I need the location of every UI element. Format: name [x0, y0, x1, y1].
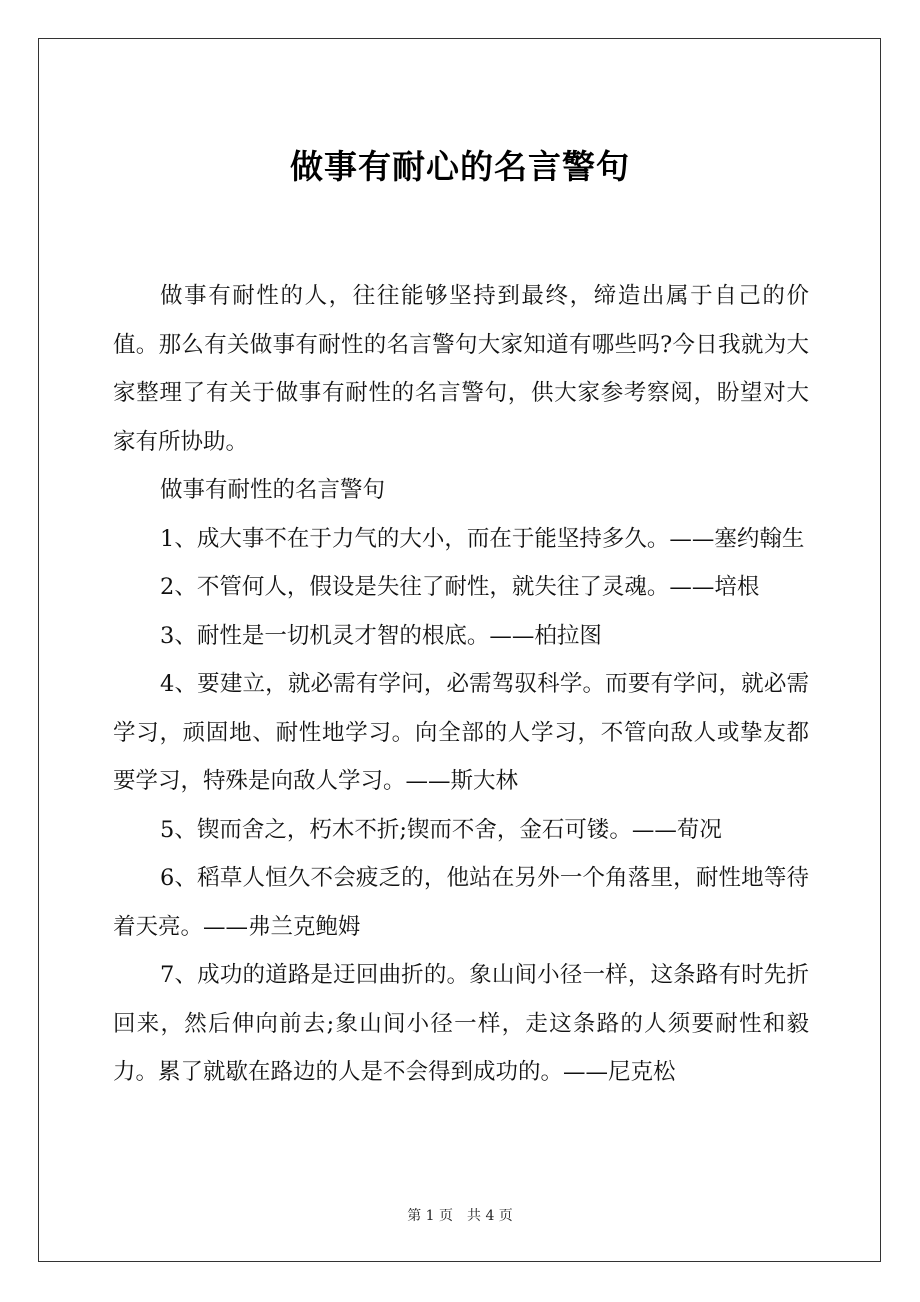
quote-item-5: 5、锲而舍之，朽木不折;锲而不舍，金石可镂。——荀况	[160, 816, 722, 843]
page-total: 共 4 页	[467, 1208, 513, 1224]
quote-item-3: 3、耐性是一切机灵才智的根底。——柏拉图	[160, 622, 602, 649]
section-heading: 做事有耐性的名言警句	[160, 477, 386, 503]
page-footer	[0, 1206, 920, 1226]
quote-item-1: 1、成大事不在于力气的大小，而在于能坚持多久。——塞约翰生	[160, 525, 805, 552]
intro-paragraph: 做事有耐性的人，往往能够坚持到最终，缔造出属于自己的价值。那么有关做事有耐性的名言警句大家知道有哪些吗?今日我就为大家整理了有关于做事有耐性的名言警句，供大家参考察阅，盼望对大家有所协助。	[113, 283, 809, 455]
page-number: 第 1 页	[407, 1208, 453, 1224]
quote-item-4: 4、要建立，就必需有学问，必需驾驭科学。而要有学问，就必需学习，顽固地、耐性地学习。向全部的人学习，不管向敌人或挚友都要学习，特殊是向敌人学习。——斯大林	[113, 671, 809, 794]
document-body	[113, 272, 809, 1097]
quote-item-7: 7、成功的道路是迂回曲折的。象山间小径一样，这条路有时先折回来，然后伸向前去;象山间小径一样，走这条路的人须要耐性和毅力。累了就歇在路边的人是不会得到成功的。——尼克松	[113, 962, 809, 1085]
quote-item-2: 2、不管何人，假设是失往了耐性，就失往了灵魂。——培根	[160, 574, 760, 600]
document-title: 做事有耐心的名言警句	[290, 147, 630, 186]
quote-item-6: 6、稻草人恒久不会疲乏的，他站在另外一个角落里，耐性地等待着天亮。——弗兰克鲍姆	[113, 865, 809, 940]
